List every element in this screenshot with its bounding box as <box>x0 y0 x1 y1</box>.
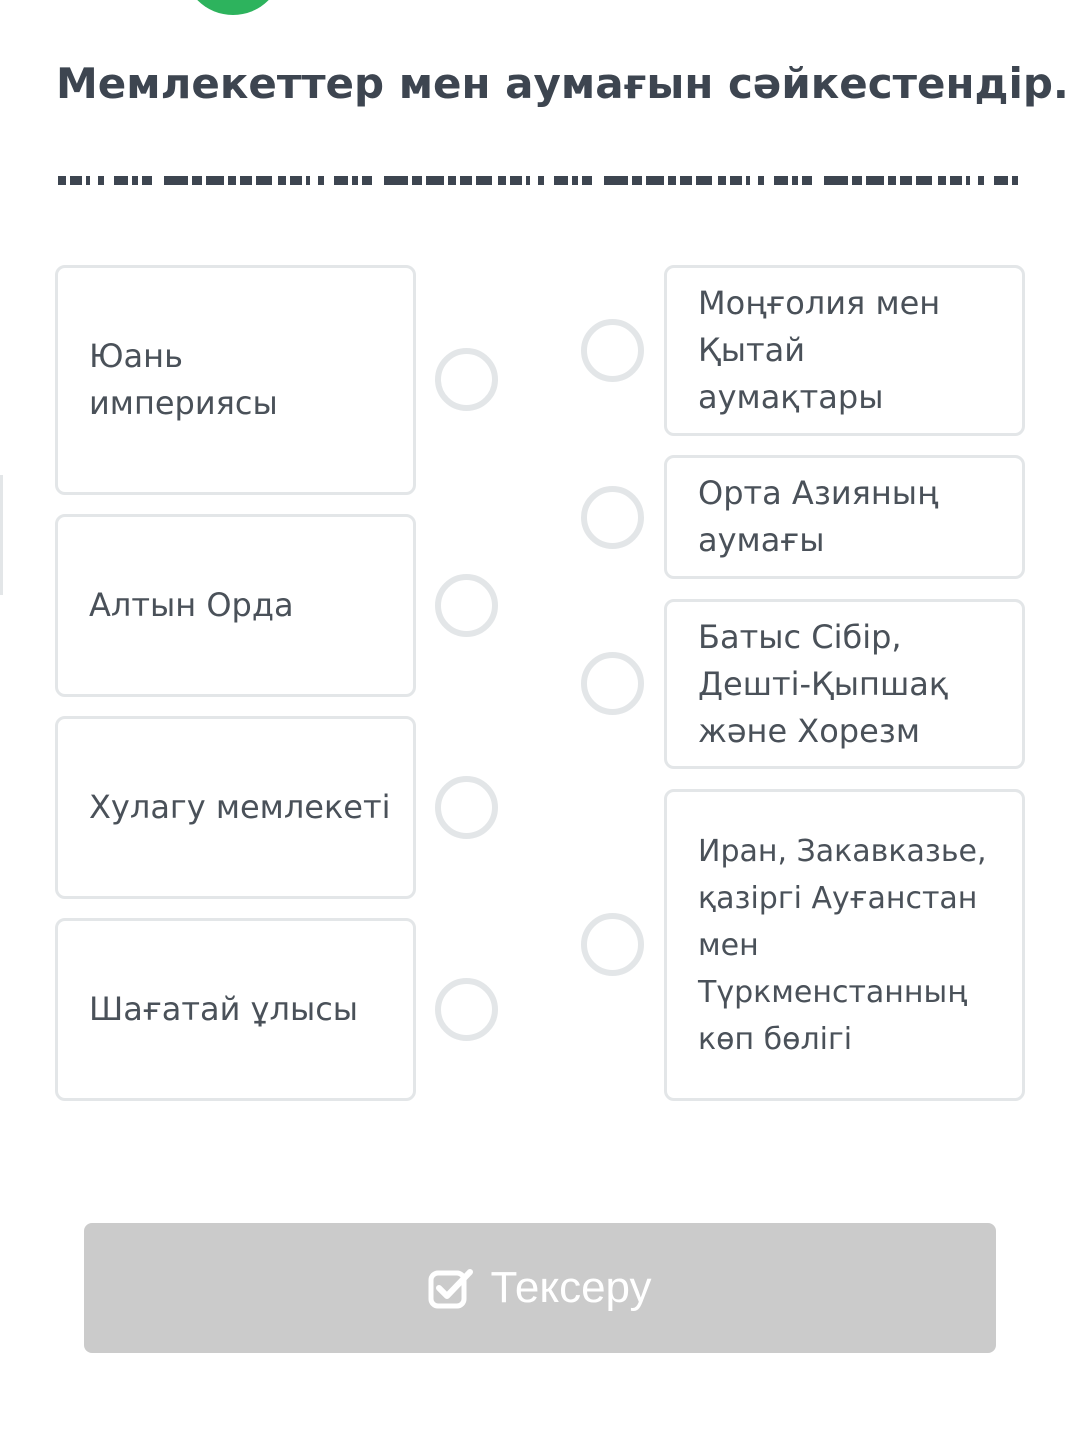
left-item-label: Юань империясы <box>89 337 278 422</box>
progress-badge <box>183 0 283 15</box>
left-item-label: Шағатай ұлысы <box>89 990 359 1028</box>
right-item-label: Орта Азияның аумағы <box>698 474 939 559</box>
left-item-4[interactable] <box>55 918 416 1101</box>
question-title: Мемлекеттер мен аумағын сәйкестендір. <box>56 59 1069 108</box>
left-item-label: Алтын Орда <box>89 586 294 624</box>
left-item-label: Хулагу мемлекеті <box>89 788 391 826</box>
left-connector-3[interactable] <box>435 776 498 839</box>
right-item-4[interactable] <box>664 789 1025 1101</box>
left-connector-1[interactable] <box>435 348 498 411</box>
edge-indicator <box>0 475 3 595</box>
right-item-label: Иран, Закавказье, қазіргі Ауғанстан мен Түркменстанның көп бөлігі <box>698 833 987 1057</box>
right-item-2[interactable] <box>664 455 1025 579</box>
right-item-label: Батыс Сібір, Дешті-Қыпшақ және Хорезм <box>698 617 949 750</box>
right-connector-4[interactable] <box>581 913 644 976</box>
right-connector-2[interactable] <box>581 486 644 549</box>
right-item-3[interactable] <box>664 599 1025 769</box>
right-connector-1[interactable] <box>581 319 644 382</box>
check-button-label: Тексеру <box>490 1263 652 1312</box>
right-item-1[interactable] <box>664 265 1025 436</box>
left-connector-2[interactable] <box>435 574 498 637</box>
left-item-2[interactable] <box>55 514 416 697</box>
left-connector-4[interactable] <box>435 978 498 1041</box>
left-item-3[interactable] <box>55 716 416 899</box>
check-button[interactable] <box>84 1223 996 1353</box>
scrambled-text-divider <box>58 176 1022 185</box>
right-item-label: Моңғолия мен Қытай аумақтары <box>698 284 941 416</box>
check-square-icon <box>428 1267 474 1309</box>
right-connector-3[interactable] <box>581 652 644 715</box>
left-item-1[interactable] <box>55 265 416 495</box>
